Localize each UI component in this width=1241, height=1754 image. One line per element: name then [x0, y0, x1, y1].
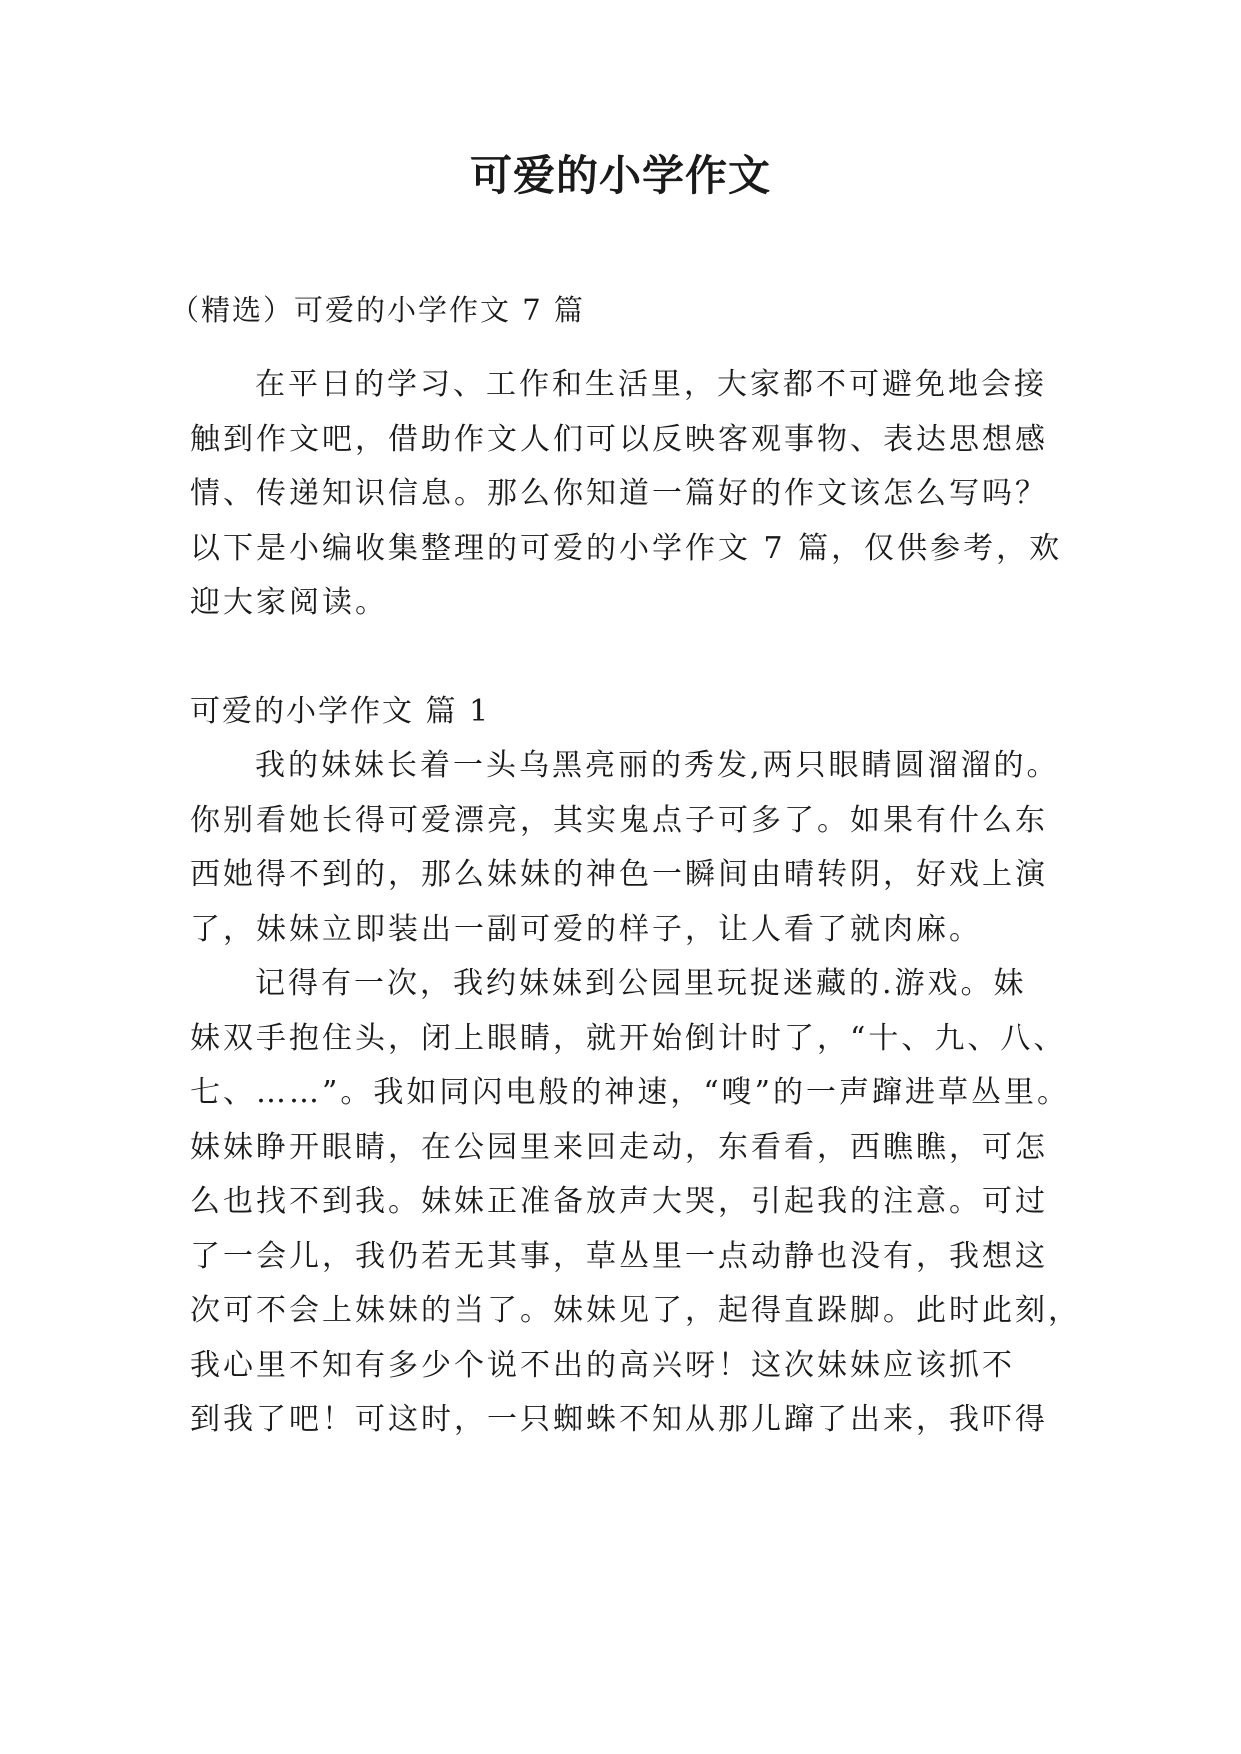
intro-line: 迎大家阅读。: [190, 585, 388, 620]
para2-line: 妹双手抱住头，闭上眼睛，就开始倒计时了，“十、九、八、: [190, 1021, 1067, 1056]
para2-line: 么也找不到我。妹妹正准备放声大哭，引起我的注意。可过: [190, 1184, 1048, 1219]
para1-line: 了，妹妹立即装出一副可爱的样子，让人看了就肉麻。: [190, 912, 982, 947]
para1-line: 我的妹妹长着一头乌黑亮丽的秀发,两只眼睛圆溜溜的。: [255, 748, 1060, 783]
para2-line: 记得有一次，我约妹妹到公园里玩捉迷藏的.游戏。妹: [255, 966, 1027, 1001]
para2-line: 妹妹睁开眼睛，在公园里来回走动，东看看，西瞧瞧，可怎: [190, 1130, 1048, 1165]
para2-line: 七、……”。我如同闪电般的神速，“嗖”的一声蹿进草丛里。: [190, 1075, 1071, 1110]
intro-line: 触到作文吧，借助作文人们可以反映客观事物、表达思想感: [190, 422, 1048, 457]
document-title: 可爱的小学作文: [469, 151, 771, 200]
intro-line: 情、传递知识信息。那么你知道一篇好的作文该怎么写吗？: [190, 476, 1048, 511]
intro-line: 在平日的学习、工作和生活里，大家都不可避免地会接: [255, 367, 1047, 402]
para2-line: 次可不会上妹妹的当了。妹妹见了，起得直跺脚。此时此刻，: [190, 1293, 1081, 1328]
para2-line: 我心里不知有多少个说不出的高兴呀！这次妹妹应该抓不: [190, 1348, 1015, 1383]
para1-line: 西她得不到的，那么妹妹的神色一瞬间由晴转阴，好戏上演: [190, 857, 1048, 892]
para2-line: 了一会儿，我仍若无其事，草丛里一点动静也没有，我想这: [190, 1239, 1048, 1274]
section-heading: 可爱的小学作文 篇 1: [190, 694, 491, 729]
document-subtitle: （精选）可爱的小学作文 7 篇: [170, 293, 585, 327]
para2-line: 到我了吧！可这时，一只蜘蛛不知从那儿蹿了出来，我吓得: [190, 1402, 1048, 1437]
para1-line: 你别看她长得可爱漂亮，其实鬼点子可多了。如果有什么东: [190, 803, 1048, 838]
intro-line: 以下是小编收集整理的可爱的小学作文 7 篇，仅供参考，欢: [190, 531, 1063, 566]
